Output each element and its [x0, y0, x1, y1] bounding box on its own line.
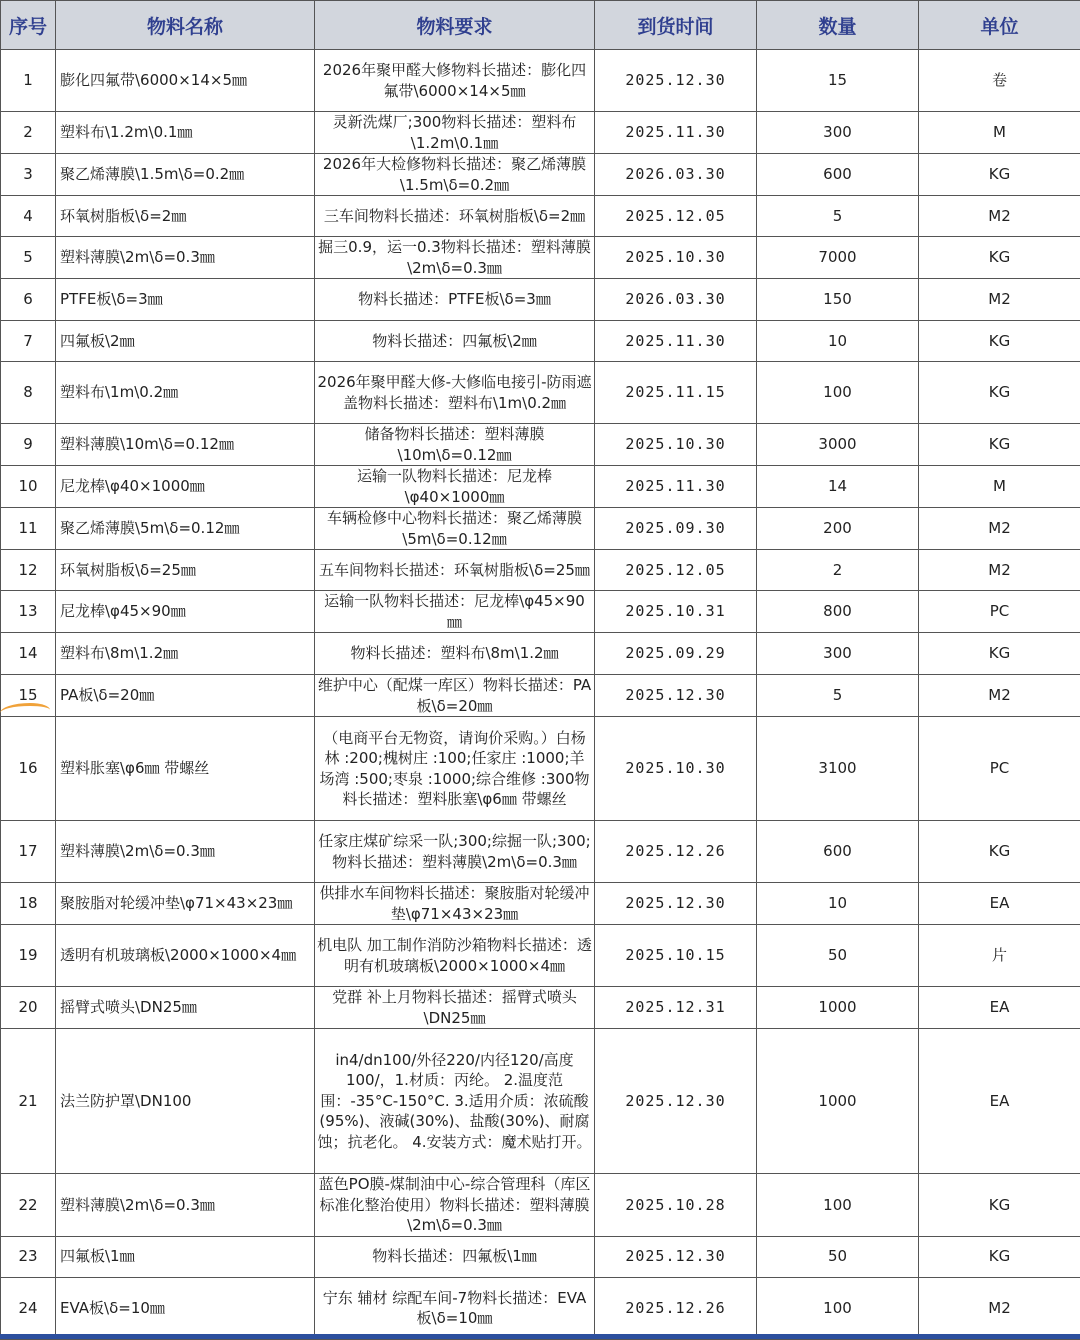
cell-name: 四氟板\1㎜	[56, 1236, 315, 1277]
cell-name: 摇臂式喷头\DN25㎜	[56, 987, 315, 1029]
cell-qty: 100	[757, 1174, 919, 1237]
cell-qty: 1000	[757, 1029, 919, 1174]
cell-name: 聚乙烯薄膜\5m\δ=0.12㎜	[56, 508, 315, 550]
cell-requirement: 车辆检修中心物料长描述：聚乙烯薄膜\5m\δ=0.12㎜	[315, 508, 595, 550]
cell-requirement: 物料长描述：塑料布\8m\1.2㎜	[315, 633, 595, 675]
header-name: 物料名称	[56, 1, 315, 50]
table-body	[1, 50, 1080, 1340]
cell-seq: 12	[1, 550, 56, 591]
cell-date: 2025.10.28	[595, 1174, 757, 1237]
cell-unit: 卷	[919, 50, 1080, 112]
cell-requirement: in4/dn100/外径220/内径120/高度100/，1.材质：丙纶。 2.温度范围：-35°C-150°C. 3.适用介质：浓硫酸(95%)、液碱(30%)、盐酸(30%)、耐腐蚀；抗老化。 4.安装方式：魔术贴打开。	[315, 1029, 595, 1174]
cell-seq: 13	[1, 591, 56, 633]
cell-unit: EA	[919, 883, 1080, 925]
cell-name: 塑料薄膜\2m\δ=0.3㎜	[56, 237, 315, 279]
cell-seq: 18	[1, 883, 56, 925]
cell-name: PTFE板\δ=3㎜	[56, 279, 315, 321]
cell-unit: M2	[919, 196, 1080, 237]
cell-qty: 100	[757, 1277, 919, 1339]
cell-seq: 3	[1, 154, 56, 196]
cell-seq: 2	[1, 112, 56, 154]
header-seq: 序号	[1, 1, 56, 50]
cell-seq: 15	[1, 675, 56, 717]
table-row	[1, 508, 1080, 550]
table-row	[1, 196, 1080, 237]
table-row	[1, 237, 1080, 279]
cell-qty: 600	[757, 821, 919, 883]
cell-seq: 11	[1, 508, 56, 550]
cell-seq: 14	[1, 633, 56, 675]
cell-qty: 5	[757, 675, 919, 717]
table-row	[1, 717, 1080, 821]
cell-name: 塑料薄膜\2m\δ=0.3㎜	[56, 821, 315, 883]
table-row	[1, 883, 1080, 925]
cell-name: 法兰防护罩\DN100	[56, 1029, 315, 1174]
cell-unit: M	[919, 112, 1080, 154]
cell-date: 2025.11.30	[595, 466, 757, 508]
cell-date: 2025.10.30	[595, 424, 757, 466]
cell-requirement: 2026年大检修物料长描述：聚乙烯薄膜\1.5m\δ=0.2㎜	[315, 154, 595, 196]
cell-date: 2025.09.29	[595, 633, 757, 675]
cell-qty: 14	[757, 466, 919, 508]
cell-requirement: 物料长描述：四氟板\1㎜	[315, 1236, 595, 1277]
cell-seq: 23	[1, 1236, 56, 1277]
cell-requirement: 运输一队物料长描述：尼龙棒\φ40×1000㎜	[315, 466, 595, 508]
cell-date: 2025.12.05	[595, 550, 757, 591]
cell-seq: 20	[1, 987, 56, 1029]
cell-seq: 1	[1, 50, 56, 112]
cell-unit: KG	[919, 321, 1080, 362]
table-row	[1, 633, 1080, 675]
cell-qty: 10	[757, 321, 919, 362]
cell-date: 2025.12.26	[595, 1277, 757, 1339]
cell-unit: KG	[919, 424, 1080, 466]
table-row	[1, 1236, 1080, 1277]
cell-date: 2025.09.30	[595, 508, 757, 550]
cell-date: 2025.12.30	[595, 883, 757, 925]
cell-requirement: 物料长描述：四氟板\2㎜	[315, 321, 595, 362]
cell-name: EVA板\δ=10㎜	[56, 1277, 315, 1339]
cell-name: 四氟板\2㎜	[56, 321, 315, 362]
cell-date: 2026.03.30	[595, 279, 757, 321]
cell-date: 2025.10.31	[595, 591, 757, 633]
table-row	[1, 362, 1080, 424]
cell-requirement: 供排水车间物料长描述：聚胺脂对轮缓冲垫\φ71×43×23㎜	[315, 883, 595, 925]
cell-seq: 9	[1, 424, 56, 466]
cell-qty: 15	[757, 50, 919, 112]
cell-unit: M2	[919, 279, 1080, 321]
cell-requirement: 运输一队物料长描述：尼龙棒\φ45×90㎜	[315, 591, 595, 633]
cell-qty: 50	[757, 1236, 919, 1277]
cell-date: 2025.12.26	[595, 821, 757, 883]
cell-seq: 5	[1, 237, 56, 279]
cell-qty: 300	[757, 633, 919, 675]
cell-requirement: 物料长描述：PTFE板\δ=3㎜	[315, 279, 595, 321]
cell-name: 环氧树脂板\δ=2㎜	[56, 196, 315, 237]
cell-requirement: （电商平台无物资，请询价采购。）白杨林 :200;槐树庄 :100;任家庄 :1000;羊场湾 :500;枣泉 :1000;综合维修 :300物料长描述：塑料胀塞\φ6㎜ 带螺丝	[315, 717, 595, 821]
cell-requirement: 掘三0.9，运一0.3物料长描述：塑料薄膜\2m\δ=0.3㎜	[315, 237, 595, 279]
table-row	[1, 321, 1080, 362]
cell-unit: 片	[919, 925, 1080, 987]
cell-qty: 300	[757, 112, 919, 154]
cell-requirement: 三车间物料长描述：环氧树脂板\δ=2㎜	[315, 196, 595, 237]
header-row	[1, 1, 1080, 50]
cell-unit: KG	[919, 362, 1080, 424]
cell-requirement: 党群 补上月物料长描述：摇臂式喷头\DN25㎜	[315, 987, 595, 1029]
cell-qty: 800	[757, 591, 919, 633]
cell-name: 膨化四氟带\6000×14×5㎜	[56, 50, 315, 112]
cell-qty: 100	[757, 362, 919, 424]
orange-pen-mark	[0, 703, 50, 720]
cell-date: 2025.11.30	[595, 112, 757, 154]
cell-name: 塑料薄膜\10m\δ=0.12㎜	[56, 424, 315, 466]
cell-qty: 5	[757, 196, 919, 237]
table-row	[1, 154, 1080, 196]
cell-date: 2026.03.30	[595, 154, 757, 196]
cell-requirement: 2026年聚甲醛大修-大修临电接引-防雨遮盖物料长描述：塑料布\1m\0.2㎜	[315, 362, 595, 424]
cell-seq: 21	[1, 1029, 56, 1174]
cell-qty: 10	[757, 883, 919, 925]
cell-seq: 4	[1, 196, 56, 237]
cell-date: 2025.11.30	[595, 321, 757, 362]
cell-unit: EA	[919, 987, 1080, 1029]
header-requirement: 物料要求	[315, 1, 595, 50]
cell-unit: KG	[919, 154, 1080, 196]
cell-date: 2025.10.15	[595, 925, 757, 987]
cell-unit: KG	[919, 1236, 1080, 1277]
table-row	[1, 112, 1080, 154]
cell-qty: 3100	[757, 717, 919, 821]
table-row	[1, 925, 1080, 987]
cell-date: 2025.12.30	[595, 675, 757, 717]
cell-name: 塑料胀塞\φ6㎜ 带螺丝	[56, 717, 315, 821]
cell-seq: 16	[1, 717, 56, 821]
cell-date: 2025.12.30	[595, 50, 757, 112]
bottom-border	[0, 1334, 1080, 1339]
cell-name: PA板\δ=20㎜	[56, 675, 315, 717]
cell-unit: KG	[919, 633, 1080, 675]
cell-requirement: 任家庄煤矿综采一队;300;综掘一队;300;物料长描述：塑料薄膜\2m\δ=0.3㎜	[315, 821, 595, 883]
cell-unit: M	[919, 466, 1080, 508]
cell-date: 2025.11.15	[595, 362, 757, 424]
cell-requirement: 五车间物料长描述：环氧树脂板\δ=25㎜	[315, 550, 595, 591]
cell-qty: 3000	[757, 424, 919, 466]
cell-date: 2025.10.30	[595, 237, 757, 279]
cell-qty: 600	[757, 154, 919, 196]
cell-name: 尼龙棒\φ40×1000㎜	[56, 466, 315, 508]
header-qty: 数量	[757, 1, 919, 50]
cell-seq: 7	[1, 321, 56, 362]
cell-name: 塑料布\1.2m\0.1㎜	[56, 112, 315, 154]
cell-seq: 10	[1, 466, 56, 508]
cell-name: 聚乙烯薄膜\1.5m\δ=0.2㎜	[56, 154, 315, 196]
cell-seq: 19	[1, 925, 56, 987]
table-row	[1, 675, 1080, 717]
cell-name: 塑料布\1m\0.2㎜	[56, 362, 315, 424]
table-row	[1, 821, 1080, 883]
cell-requirement: 灵新洗煤厂;300物料长描述：塑料布\1.2m\0.1㎜	[315, 112, 595, 154]
table-row	[1, 50, 1080, 112]
table-row	[1, 987, 1080, 1029]
cell-name: 塑料布\8m\1.2㎜	[56, 633, 315, 675]
cell-seq: 6	[1, 279, 56, 321]
cell-qty: 1000	[757, 987, 919, 1029]
table-row	[1, 279, 1080, 321]
cell-qty: 7000	[757, 237, 919, 279]
table-row	[1, 1174, 1080, 1237]
cell-unit: KG	[919, 237, 1080, 279]
table-row	[1, 550, 1080, 591]
cell-unit: KG	[919, 821, 1080, 883]
cell-requirement: 维护中心（配煤一库区）物料长描述：PA板\δ=20㎜	[315, 675, 595, 717]
cell-requirement: 2026年聚甲醛大修物料长描述：膨化四氟带\6000×14×5㎜	[315, 50, 595, 112]
cell-requirement: 机电队 加工制作消防沙箱物料长描述：透明有机玻璃板\2000×1000×4㎜	[315, 925, 595, 987]
header-date: 到货时间	[595, 1, 757, 50]
table-row	[1, 466, 1080, 508]
table-row	[1, 591, 1080, 633]
cell-name: 透明有机玻璃板\2000×1000×4㎜	[56, 925, 315, 987]
cell-name: 环氧树脂板\δ=25㎜	[56, 550, 315, 591]
cell-name: 聚胺脂对轮缓冲垫\φ71×43×23㎜	[56, 883, 315, 925]
cell-seq: 24	[1, 1277, 56, 1339]
cell-unit: M2	[919, 675, 1080, 717]
cell-seq: 22	[1, 1174, 56, 1237]
cell-qty: 50	[757, 925, 919, 987]
cell-unit: PC	[919, 717, 1080, 821]
cell-unit: M2	[919, 508, 1080, 550]
cell-qty: 200	[757, 508, 919, 550]
cell-unit: M2	[919, 550, 1080, 591]
table-row	[1, 1277, 1080, 1339]
cell-date: 2025.12.31	[595, 987, 757, 1029]
cell-unit: PC	[919, 591, 1080, 633]
cell-requirement: 储备物料长描述：塑料薄膜\10m\δ=0.12㎜	[315, 424, 595, 466]
cell-requirement: 宁东 辅材 综配车间-7物料长描述：EVA板\δ=10㎜	[315, 1277, 595, 1339]
cell-name: 塑料薄膜\2m\δ=0.3㎜	[56, 1174, 315, 1237]
table-row	[1, 424, 1080, 466]
cell-date: 2025.12.30	[595, 1236, 757, 1277]
cell-date: 2025.12.30	[595, 1029, 757, 1174]
cell-date: 2025.10.30	[595, 717, 757, 821]
table-row	[1, 1029, 1080, 1174]
cell-unit: KG	[919, 1174, 1080, 1237]
cell-seq: 17	[1, 821, 56, 883]
cell-unit: M2	[919, 1277, 1080, 1339]
cell-unit: EA	[919, 1029, 1080, 1174]
header-unit: 单位	[919, 1, 1080, 50]
cell-name: 尼龙棒\φ45×90㎜	[56, 591, 315, 633]
cell-date: 2025.12.05	[595, 196, 757, 237]
cell-qty: 2	[757, 550, 919, 591]
cell-requirement: 蓝色PO膜-煤制油中心-综合管理科（库区标准化整治使用）物料长描述：塑料薄膜\2m\δ=0.3㎜	[315, 1174, 595, 1237]
cell-seq: 8	[1, 362, 56, 424]
cell-qty: 150	[757, 279, 919, 321]
